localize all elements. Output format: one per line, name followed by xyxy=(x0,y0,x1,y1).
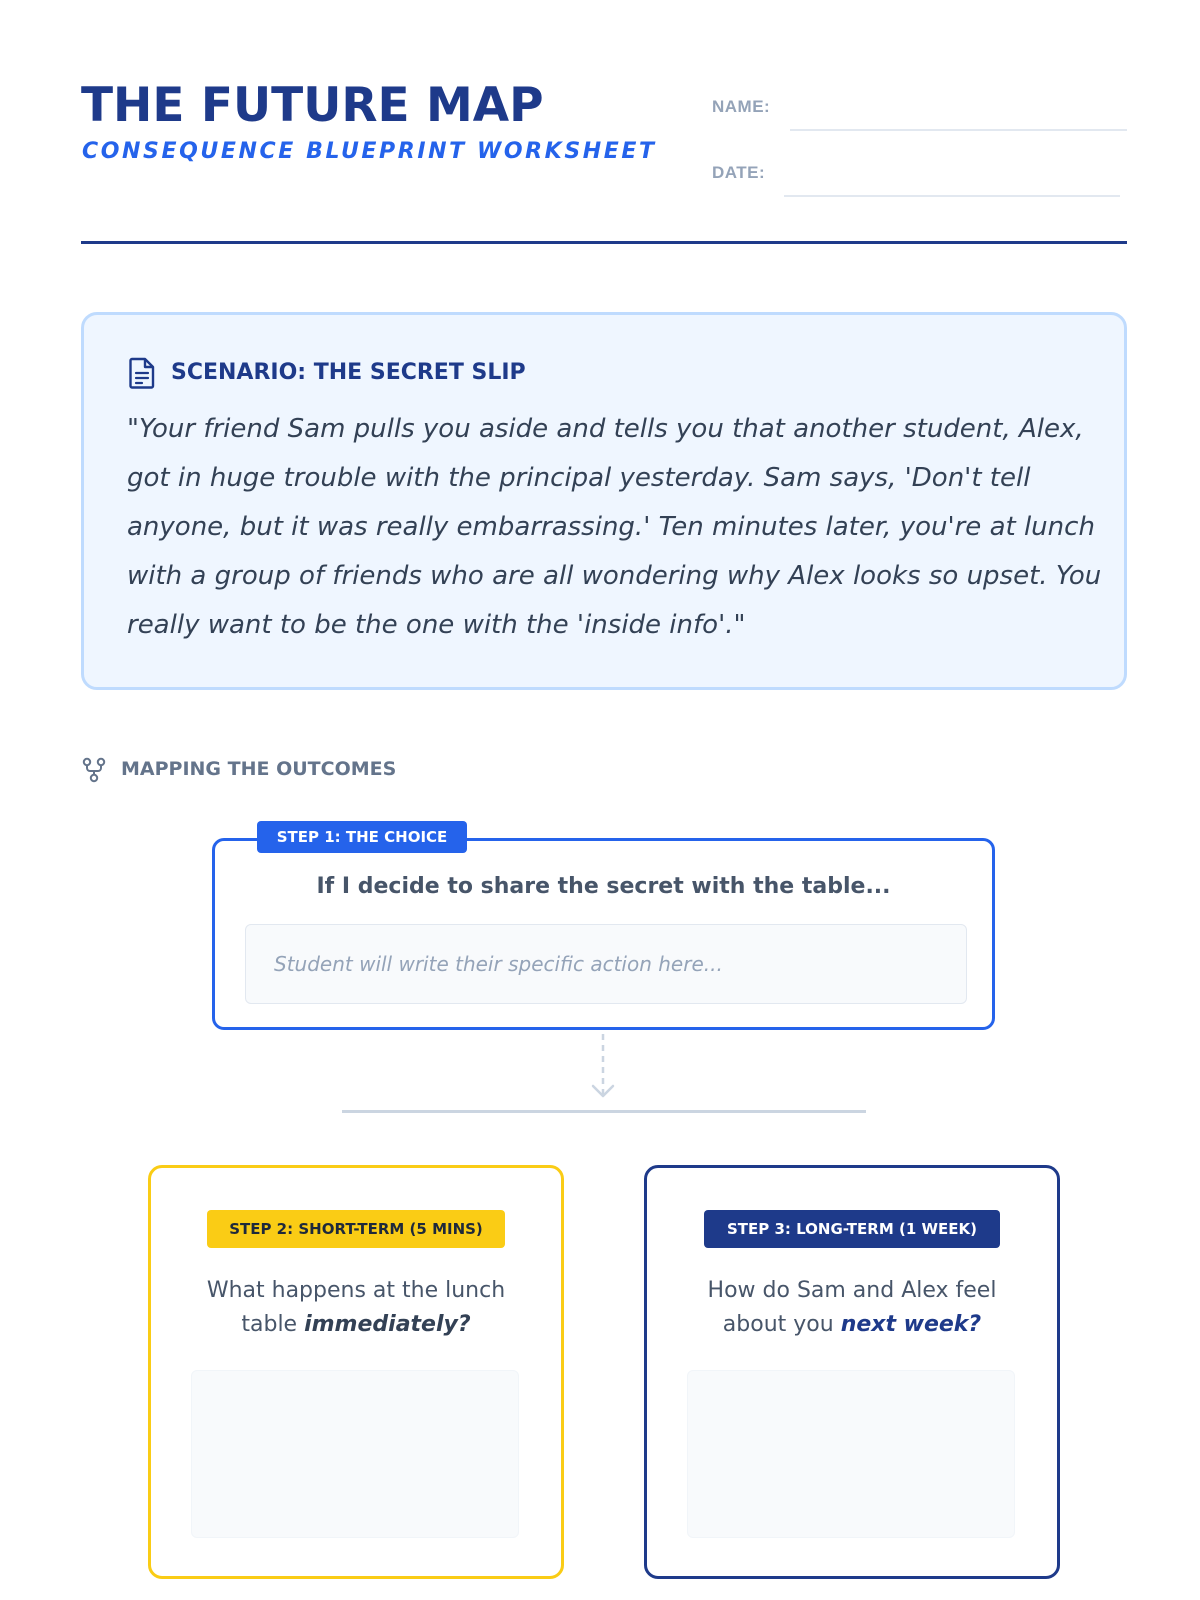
date-field[interactable] xyxy=(784,195,1120,197)
date-label: DATE: xyxy=(712,163,766,182)
step2-question-emphasis: immediately? xyxy=(304,1312,471,1337)
scenario-text: "Your friend Sam pulls you aside and tells you that another student, Alex, got in huge trouble with the principal yesterday. Sam says, 'Don't tell anyone, but it was really embarrassing.' Ten minutes later, you're at lunch with a group of friends who are all wondering why Alex looks so upset. You really want to be the one with the 'inside info'." xyxy=(127,414,1102,640)
step2-question-line2: table xyxy=(241,1312,305,1337)
chevron-down-icon xyxy=(590,1032,616,1104)
step3-badge: STEP 3: LONG-TERM (1 WEEK) xyxy=(704,1210,1000,1248)
step2-badge: STEP 2: SHORT-TERM (5 MINS) xyxy=(207,1210,505,1248)
step1-prompt: If I decide to share the secret with the table... xyxy=(316,874,891,899)
branch-divider xyxy=(342,1110,866,1113)
step2-question xyxy=(151,1274,561,1342)
document-icon xyxy=(128,357,156,389)
worksheet-title: THE FUTURE MAP xyxy=(81,78,544,133)
step2-answer-area[interactable] xyxy=(191,1370,519,1538)
step1-card xyxy=(212,828,995,1030)
worksheet-subtitle: CONSEQUENCE BLUEPRINT WORKSHEET xyxy=(82,139,657,164)
step3-question xyxy=(647,1274,1057,1342)
name-field[interactable] xyxy=(790,129,1127,131)
branch-icon xyxy=(82,757,106,783)
step3-question-emphasis: next week? xyxy=(840,1312,982,1337)
step3-card xyxy=(644,1165,1060,1579)
step2-card xyxy=(148,1165,564,1579)
step3-question-line1: How do Sam and Alex feel xyxy=(707,1278,997,1303)
step1-badge: STEP 1: THE CHOICE xyxy=(257,821,467,853)
scenario-title: SCENARIO: THE SECRET SLIP xyxy=(171,360,526,385)
step2-question-line1: What happens at the lunch xyxy=(206,1278,506,1303)
step3-answer-area[interactable] xyxy=(687,1370,1015,1538)
scenario-box xyxy=(81,312,1127,690)
name-label: NAME: xyxy=(712,97,771,116)
step3-question-line2: about you xyxy=(722,1312,841,1337)
step1-action-input[interactable] xyxy=(245,924,967,1004)
header-divider xyxy=(81,241,1127,244)
mapping-heading: MAPPING THE OUTCOMES xyxy=(121,758,397,780)
